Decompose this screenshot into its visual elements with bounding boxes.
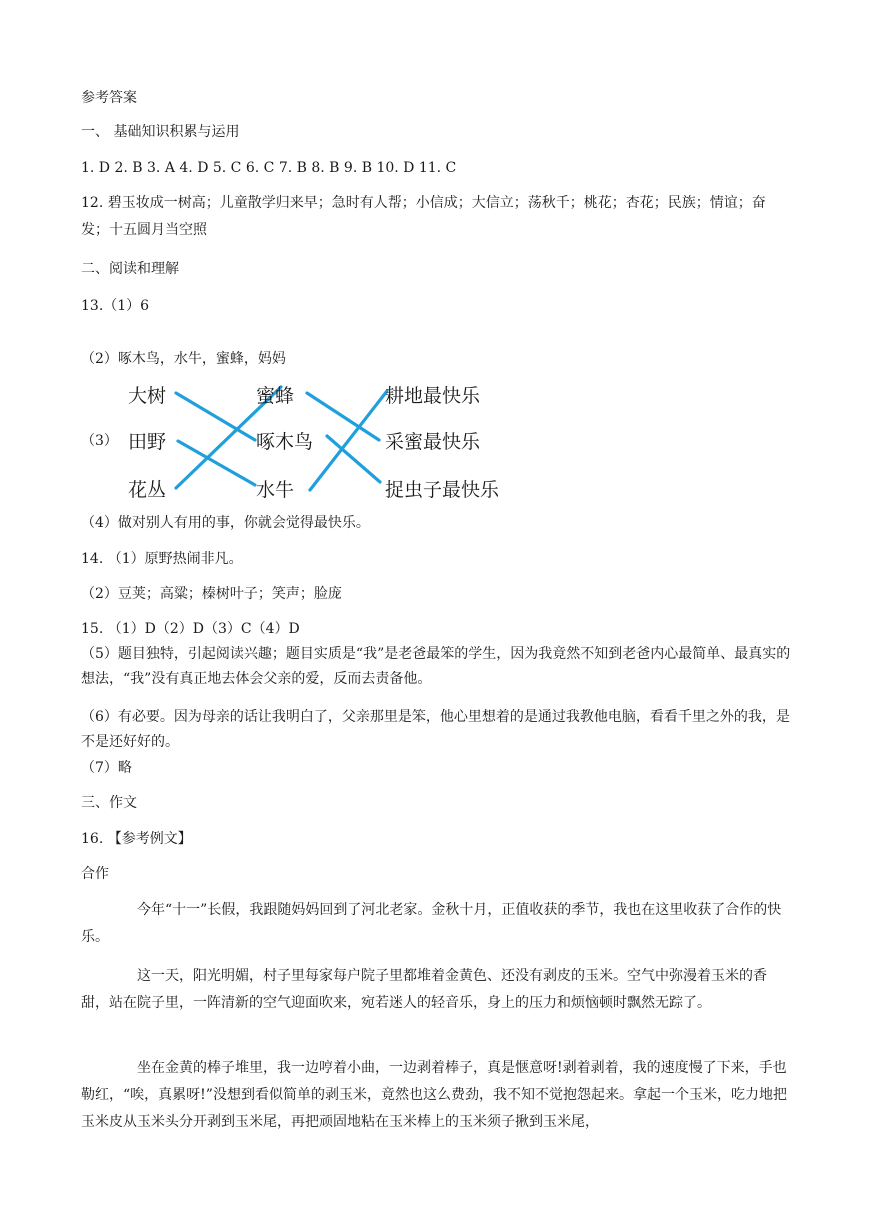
middle-item-zhuomuniao: 啄木鸟 <box>256 431 314 453</box>
answer-title: 参考答案 <box>81 90 137 106</box>
middle-item-shuiniu: 水牛 <box>256 479 295 501</box>
answer-15-6: （6）有必要。因为母亲的话让我明白了，父亲那里是笨，他心里想着的是通过我教他电脑，看看千里之外的我，是不是还好好的。 <box>81 709 790 750</box>
left-item-huacong: 花丛 <box>128 479 167 501</box>
right-item-zhuochong: 捉虫子最快乐 <box>385 479 500 501</box>
right-item-gengdi: 耕地最快乐 <box>385 385 481 407</box>
section-3-heading: 三、作文 <box>81 795 137 811</box>
answer-13-4: （4）做对别人有用的事，你就会觉得最快乐。 <box>81 515 370 531</box>
answer-15-1-4: 15. （1）D（2）D（3）C（4）D <box>81 621 300 637</box>
left-item-dashu: 大树 <box>128 385 167 407</box>
right-item-caimi: 采蜜最快乐 <box>385 431 481 453</box>
matching-diagram <box>81 378 541 504</box>
section-1-heading: 一、 基础知识积累与运用 <box>81 124 240 140</box>
section-2-heading: 二、阅读和理解 <box>81 261 179 277</box>
answer-14-1: 14. （1）原野热闹非凡。 <box>81 551 243 567</box>
line-dashu-zhuomuniao <box>176 393 255 440</box>
answer-13-1: 13.（1）6 <box>81 298 150 314</box>
essay-paragraph-1: 今年“十一”长假，我跟随妈妈回到了河北老家。金秋十月，正值收获的季节，我也在这里收获了合作的快乐。 <box>81 902 782 945</box>
answer-14-2: （2）豆荚；高粱；榛树叶子；笑声；脸庞 <box>81 586 342 602</box>
essay-title: 合作 <box>81 866 109 882</box>
answer-15-5: （5）题目独特，引起阅读兴趣；题目实质是“我”是老爸最笨的学生，因为我竟然不知到老爸内心最简单、最真实的想法，“我”没有真正地去体会父亲的爱，反而去责备他。 <box>81 646 791 687</box>
answer-16-label: 16. 【参考例文】 <box>81 831 192 847</box>
answer-15-7: （7）略 <box>81 760 132 776</box>
line-shuiniu-gengdi <box>310 391 387 490</box>
left-item-tianye: 田野 <box>128 431 167 453</box>
middle-item-mifeng: 蜜蜂 <box>256 385 295 407</box>
answer-13-2: （2）啄木鸟，水牛，蜜蜂，妈妈 <box>81 351 286 367</box>
answer-12: 12. 碧玉妆成一树高；儿童散学归来早；急时有人帮；小信成；大信立；荡秋千；桃花；杏花；民族；情谊；奋发；十五圆月当空照 <box>81 195 766 238</box>
answers-1-11: 1. D 2. B 3. A 4. D 5. C 6. C 7. B 8. B 9. B 10. D 11. C <box>81 160 457 176</box>
essay-paragraph-3: 坐在金黄的棒子堆里，我一边哼着小曲，一边剥着棒子，真是惬意呀!剥着剥着，我的速度慢了下来，手也勒红，“唉，真累呀!”没想到看似简单的剥玉米，竟然也这么费劲，我不知不觉抱怨起来。拿起一个玉米，吃力地把玉米皮从玉米头分开剥到玉米尾，再把顽固地粘在玉米棒上的玉米须子揪到玉米尾， <box>81 1060 787 1130</box>
answer-13-3-number: （3） <box>81 433 118 449</box>
essay-paragraph-2: 这一天，阳光明媚，村子里每家每户院子里都堆着金黄色、还没有剥皮的玉米。空气中弥漫着玉米的香甜，站在院子里，一阵清新的空气迎面吹来，宛若迷人的轻音乐，身上的压力和烦恼顿时飘然无踪了。 <box>81 968 767 1011</box>
